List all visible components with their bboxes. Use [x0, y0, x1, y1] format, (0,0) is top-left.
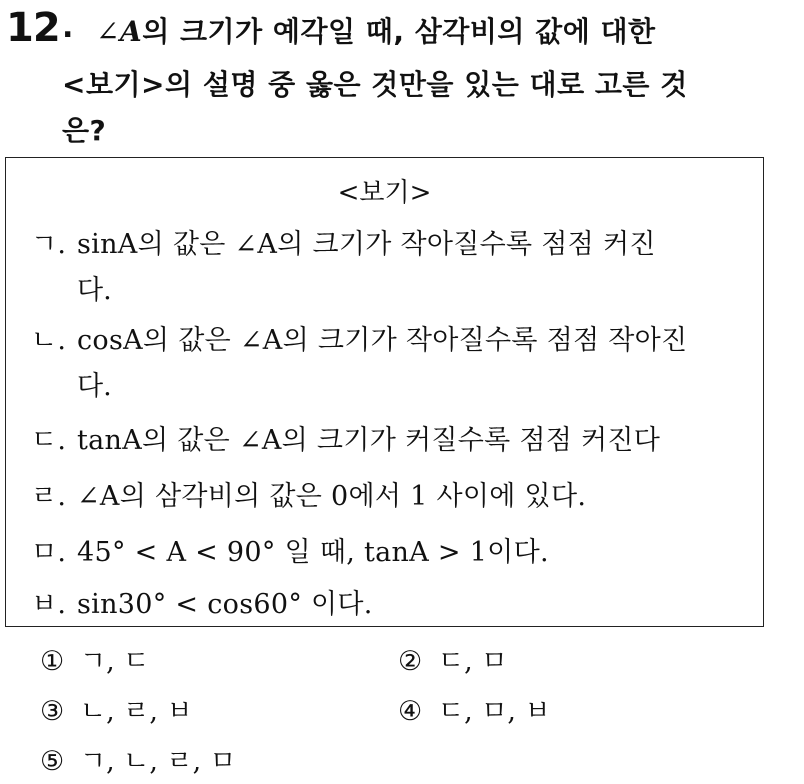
angle-symbol: ∠ [96, 15, 120, 48]
statement-5-text: 45° < A < 90° 일 때, tanA > 1이다. [77, 537, 549, 568]
statement-1-continued: 다. [77, 275, 112, 306]
choice-3-number: ③ [40, 696, 65, 727]
statement-5-marker: ㅁ. [31, 537, 67, 568]
statement-3 [31, 418, 660, 457]
choice-1-number: ① [40, 646, 65, 677]
angle-variable: A [119, 15, 143, 48]
statement-4-text: ∠A의 삼각비의 값은 0에서 1 사이에 있다. [77, 481, 587, 512]
bogi-title: <보기> [337, 178, 432, 208]
statement-6-marker: ㅂ. [31, 589, 67, 620]
choice-4-text: ㄷ, ㅁ, ㅂ [438, 696, 551, 727]
stem-line-1-text: 의 크기가 예각일 때, 삼각비의 값에 대한 [142, 15, 656, 48]
statement-4-marker: ㄹ. [31, 481, 67, 512]
choice-5-text: ㄱ, ㄴ, ㄹ, ㅁ [80, 746, 236, 777]
choice-4-number: ④ [398, 696, 423, 727]
statement-2-continued: 다. [77, 371, 112, 402]
statement-2 [31, 318, 687, 357]
question-stem-line-2: <보기>의 설명 중 옳은 것만을 있는 대로 고른 것 [62, 68, 688, 101]
statement-1-text: sinA의 값은 ∠A의 크기가 작아질수록 점점 커진 [77, 229, 656, 260]
choice-5-number: ⑤ [40, 746, 65, 777]
statement-1 [31, 222, 656, 261]
statement-2-marker: ㄴ. [31, 325, 67, 356]
statement-6 [31, 582, 373, 621]
choice-4[interactable] [398, 689, 551, 728]
statement-4 [31, 474, 586, 513]
choice-2-text: ㄷ, ㅁ [438, 646, 508, 677]
bogi-box [5, 157, 764, 627]
statement-3-marker: ㄷ. [31, 425, 67, 456]
question-stem-line-3: 은? [62, 114, 107, 147]
choice-5[interactable] [40, 739, 236, 778]
question-stem-line-1 [96, 10, 656, 50]
statement-1-marker: ㄱ. [31, 229, 67, 260]
statement-3-text: tanA의 값은 ∠A의 크기가 커질수록 점점 커진다 [77, 425, 661, 456]
choice-3-text: ㄴ, ㄹ, ㅂ [80, 696, 193, 727]
choice-1-text: ㄱ, ㄷ [80, 646, 150, 677]
statement-6-text: sin30° < cos60° 이다. [77, 589, 373, 620]
statement-5 [31, 530, 549, 569]
choice-3[interactable] [40, 689, 193, 728]
question-number-dot: . [62, 10, 74, 45]
choice-1[interactable] [40, 639, 149, 678]
choice-2-number: ② [398, 646, 423, 677]
statement-2-text: cosA의 값은 ∠A의 크기가 작아질수록 점점 작아진 [77, 325, 688, 356]
question-number: 12 [6, 5, 60, 51]
choice-2[interactable] [398, 639, 507, 678]
